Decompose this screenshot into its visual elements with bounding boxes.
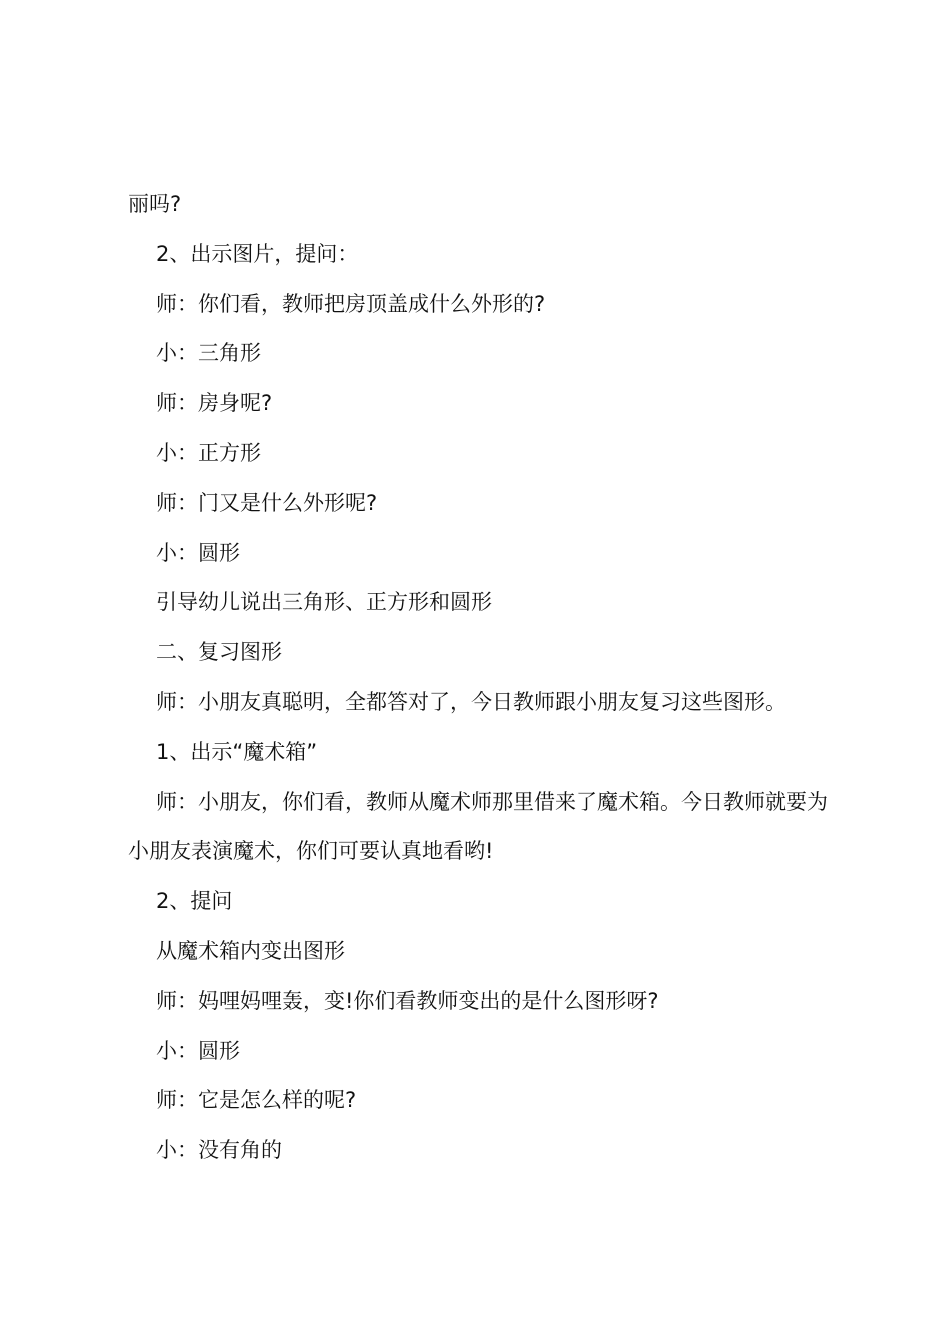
document-body (128, 180, 833, 1176)
paragraph: 2、出示图片，提问： (156, 241, 359, 266)
paragraph: 从魔术箱内变出图形 (156, 938, 345, 963)
paragraph: 丽吗? (128, 192, 182, 216)
dialogue-line: 师：小朋友真聪明，全都答对了，今日教师跟小朋友复习这些图形。 (156, 689, 786, 714)
dialogue-line: 师：房身呢? (156, 391, 273, 416)
dialogue-line: 小：圆形 (156, 1038, 240, 1063)
dialogue-line: 小：没有角的 (156, 1138, 282, 1163)
dialogue-line: 师：门又是什么外形呢? (156, 490, 378, 515)
paragraph: 2、提问 (156, 889, 233, 914)
dialogue-line: 小：正方形 (156, 440, 261, 465)
dialogue-line: 师：妈哩妈哩轰，变!你们看教师变出的是什么图形呀? (156, 988, 659, 1013)
section-heading: 二、复习图形 (156, 640, 282, 665)
dialogue-line: 师：小朋友，你们看，教师从魔术师那里借来了魔术箱。今日教师就要为小朋友表演魔术，你们可要认真地看哟! (128, 789, 828, 864)
dialogue-line: 小：三角形 (156, 341, 261, 366)
paragraph: 1、出示“魔术箱” (156, 739, 318, 764)
dialogue-line: 师：你们看，教师把房顶盖成什么外形的? (156, 291, 546, 316)
paragraph: 引导幼儿说出三角形、正方形和圆形 (156, 590, 492, 615)
dialogue-line: 小：圆形 (156, 540, 240, 565)
dialogue-line: 师：它是怎么样的呢? (156, 1088, 357, 1113)
